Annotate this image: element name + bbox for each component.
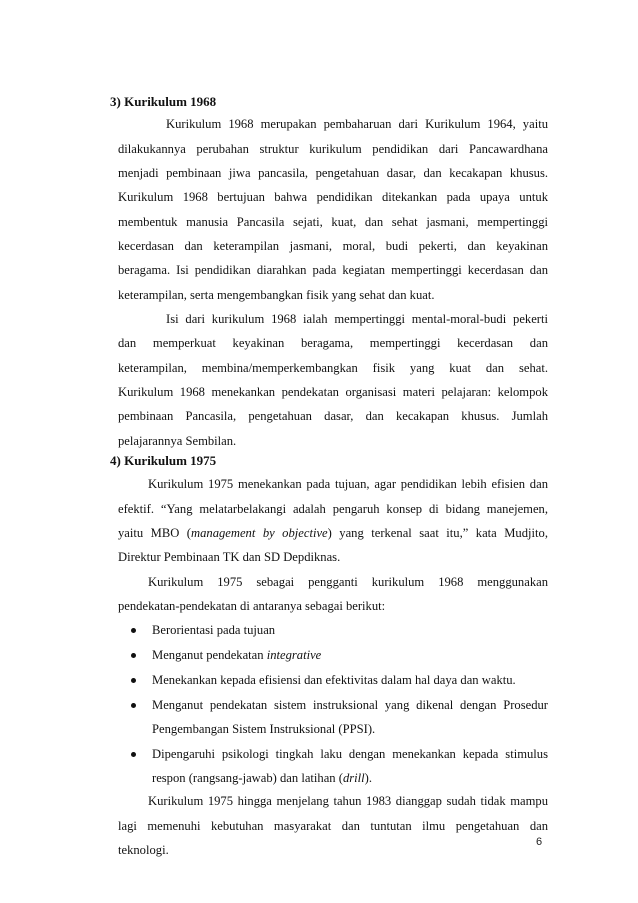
section-heading-1975: 4) Kurikulum 1975 xyxy=(110,453,217,468)
line-part: ). xyxy=(364,771,372,785)
bullet-icon xyxy=(131,628,136,633)
paragraph-line: kecerdasan dan keterampilan jasmani, moral, budi pekerti, dan keyakinan xyxy=(118,239,548,253)
paragraph-line: dan memperkuat keyakinan beragama, mempertinggi kecerdasan dan xyxy=(118,336,548,350)
paragraph-line: Kurikulum 1968 merupakan pembaharuan dari Kurikulum 1964, yaitu xyxy=(166,117,548,131)
paragraph-line: Kurikulum 1975 menekankan pada tujuan, agar pendidikan lebih efisien dan xyxy=(148,477,548,491)
paragraph-line: beragama. Isi pendidikan diarahkan pada kegiatan mempertinggi kecerdasan dan xyxy=(118,263,548,277)
bullet-icon xyxy=(131,678,136,683)
list-item-continuation: Pengembangan Sistem Instruksional (PPSI). xyxy=(152,722,376,736)
paragraph-line: efektif. “Yang melatarbelakangi adalah pengaruh konsep di bidang manejemen, xyxy=(118,502,548,516)
paragraph-line: pembinaan Pancasila, pengetahuan dasar, dan kecakapan khusus. Jumlah xyxy=(118,409,548,423)
paragraph-line: Kurikulum 1975 hingga menjelang tahun 1983 dianggap sudah tidak mampu xyxy=(148,794,548,808)
paragraph-line: pelajarannya Sembilan. xyxy=(118,434,237,448)
italic-term: drill xyxy=(342,771,365,785)
paragraph-line: Kurikulum 1968 bertujuan bahwa pendidikan ditekankan pada upaya untuk xyxy=(118,190,548,204)
section-heading-1968: 3) Kurikulum 1968 xyxy=(110,94,217,109)
line-part: yaitu MBO ( xyxy=(118,526,191,540)
paragraph-line: Kurikulum 1975 sebagai pengganti kurikulum 1968 menggunakan xyxy=(148,575,548,589)
paragraph-line: Kurikulum 1968 menekankan pendekatan organisasi materi pelajaran: kelompok xyxy=(118,385,548,399)
list-item: Menganut pendekatan sistem instruksional yang dikenal dengan Prosedur xyxy=(152,698,548,712)
page-number: 6 xyxy=(536,836,543,848)
paragraph-line xyxy=(118,523,548,543)
italic-term: management by objective xyxy=(191,526,328,540)
paragraph-line: keterampilan, serta mengembangkan fisik yang sehat dan kuat. xyxy=(118,288,435,302)
line-part: ) yang terkenal saat itu,” kata Mudjito, xyxy=(327,526,548,540)
list-item: Dipengaruhi psikologi tingkah laku dengan menekankan kepada stimulus xyxy=(152,747,548,761)
list-item-text: Menganut pendekatan xyxy=(152,648,267,662)
list-item: Menekankan kepada efisiensi dan efektivitas dalam hal daya dan waktu. xyxy=(152,673,516,687)
list-item xyxy=(152,645,548,665)
paragraph-line: keterampilan, membina/memperkembangkan fisik yang kuat dan sehat. xyxy=(118,361,548,375)
paragraph-line: teknologi. xyxy=(118,843,169,857)
paragraph-line: lagi memenuhi kebutuhan masyarakat dan tuntutan ilmu pengetahuan dan xyxy=(118,819,548,833)
italic-term: integrative xyxy=(266,648,322,662)
paragraph-line: Isi dari kurikulum 1968 ialah mempertinggi mental-moral-budi pekerti xyxy=(166,312,548,326)
bullet-icon xyxy=(131,703,136,708)
paragraph-line: membentuk manusia Pancasila sejati, kuat, dan sehat jasmani, mempertinggi xyxy=(118,215,548,229)
paragraph-line: dilakukannya perubahan struktur kurikulum pendidikan dari Pancawardhana xyxy=(118,142,548,156)
bullet-icon xyxy=(131,752,136,757)
bullet-icon xyxy=(131,653,136,658)
paragraph-line: Direktur Pembinaan TK dan SD Depdiknas. xyxy=(118,550,341,564)
paragraph-line: menjadi pembinaan jiwa pancasila, pengetahuan dasar, dan kecakapan khusus. xyxy=(118,166,548,180)
list-item: Berorientasi pada tujuan xyxy=(152,623,276,637)
list-item-continuation xyxy=(152,768,548,788)
paragraph-line: pendekatan-pendekatan di antaranya sebagai berikut: xyxy=(118,599,386,613)
line-part: respon (rangsang-jawab) dan latihan ( xyxy=(152,771,343,785)
